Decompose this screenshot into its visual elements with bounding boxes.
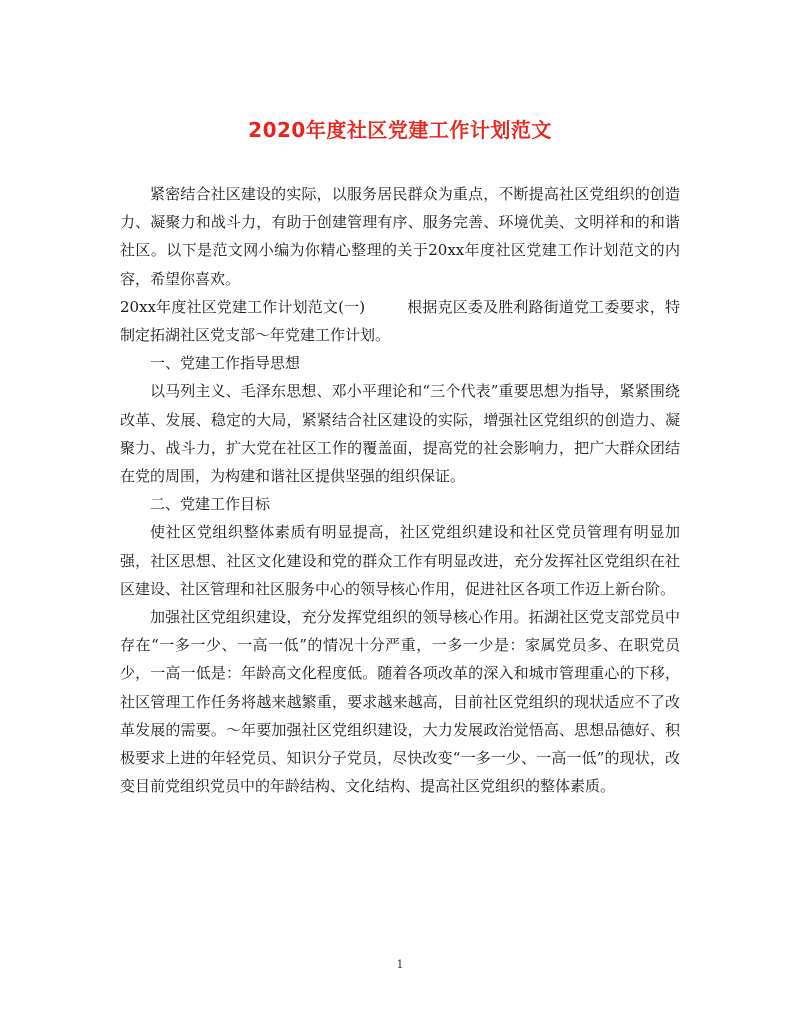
subtitle-text: 20xx年度社区党建工作计划范文(一) (120, 297, 366, 316)
subtitle-followup-text: 根据克区委及胜利路街道党工委要求，特制定拓湖社区党支部～年党建工作计划。 (120, 297, 680, 345)
document-title: 2020年度社区党建工作计划范文 (248, 118, 552, 142)
page-number: 1 (396, 958, 404, 971)
section2-paragraph-2: 加强社区党组织建设，充分发挥党组织的领导核心作用。拓湖社区党支部党员中存在“一多一少、一高一低”的情况十分严重，一多一少是：家属党员多、在职党员少，一高一低是：年龄高文化程度低。随着各项改革的深入和城市管理重心的下移，社区管理工作任务将越来越繁重，要求越来越高，目前社区党组织的现状适应不了改革发展的需要。～年要加强社区党组织建设，大力发展政治觉悟高、思想品德好、积极要求上进的年轻党员、知识分子党员，尽快改变“一多一少、一高一低”的现状，改变目前党组织党员中的年龄结构、文化结构、提高社区党组织的整体素质。 (120, 608, 680, 796)
subtitle-paragraph (120, 293, 680, 349)
intro-paragraph: 紧密结合社区建设的实际，以服务居民群众为重点，不断提高社区党组织的创造力、凝聚力和战斗力，有助于创建管理有序、服务完善、环境优美、文明祥和的和谐社区。以下是范文网小编为你精心整理的关于20xx年度社区党建工作计划范文的内容，希望你喜欢。 (120, 185, 680, 288)
document-body (120, 180, 680, 800)
section1-paragraph: 以马列主义、毛泽东思想、邓小平理论和“三个代表”重要思想为指导，紧紧围绕改革、发展、稳定的大局，紧紧结合社区建设的实际，增强社区党组织的创造力、凝聚力、战斗力，扩大党在社区工作的覆盖面，提高党的社会影响力，把广大群众团结在党的周围，为构建和谐社区提供坚强的组织保证。 (120, 382, 680, 486)
section1-heading: 一、党建工作指导思想 (150, 354, 301, 373)
section2-heading: 二、党建工作目标 (150, 495, 271, 514)
section2-paragraph-1: 使社区党组织整体素质有明显提高，社区党组织建设和社区党员管理有明显加强，社区思想、社区文化建设和党的群众工作有明显改进，充分发挥社区党组织在社区建设、社区管理和社区服务中心的领导核心作用，促进社区各项工作迈上新台阶。 (120, 523, 680, 598)
